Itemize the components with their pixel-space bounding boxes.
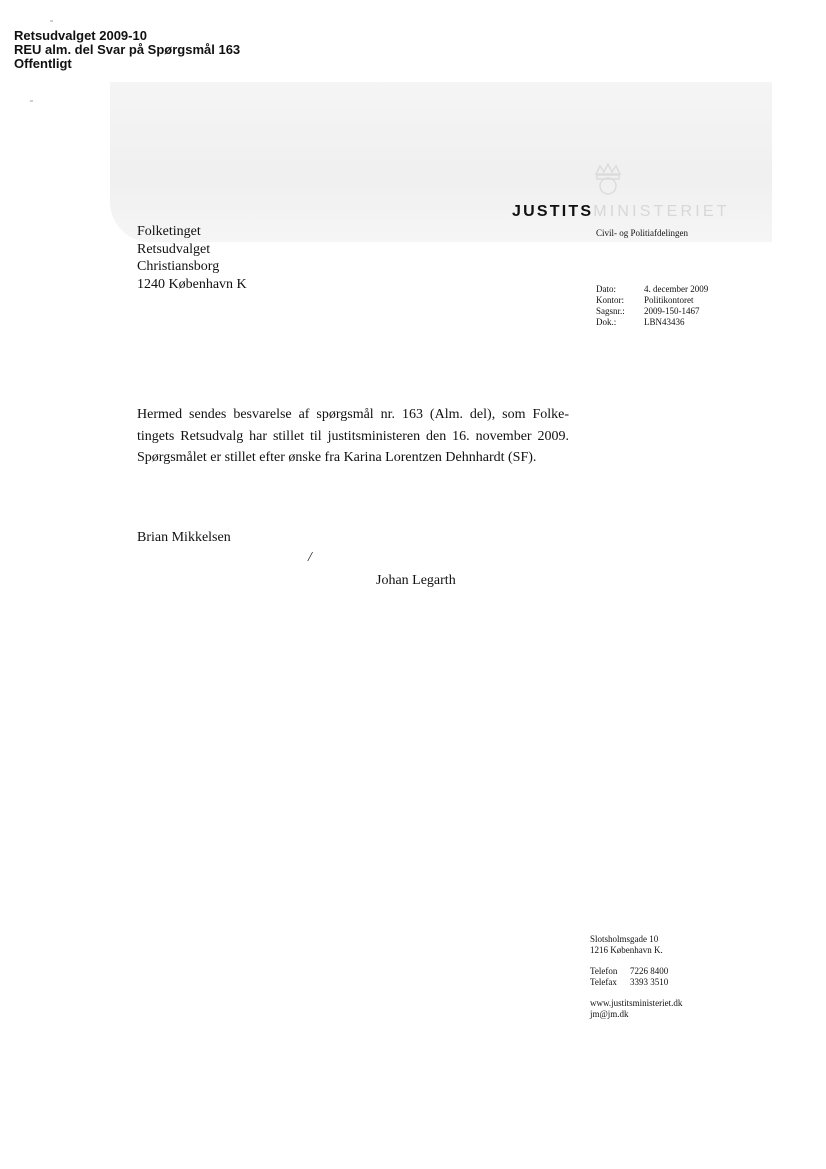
body-line: Spørgsmålet er stillet efter ønske fra Karina Lorentzen Dehnhardt (SF). (137, 450, 537, 465)
body-line: tingets Retsudvalg har stillet til justitsministeren den 16. november 2009. (137, 428, 569, 444)
phone-line (590, 966, 682, 977)
meta-value: Politikontoret (644, 295, 694, 305)
meta-value: 2009-150-1467 (644, 306, 700, 316)
ministry-logo (512, 203, 730, 221)
footer-online (590, 998, 682, 1019)
crown-crest-icon (588, 160, 628, 196)
signatory-name: Brian Mikkelsen (137, 530, 231, 545)
meta-row-date (596, 284, 708, 295)
meta-label: Dato: (596, 284, 616, 294)
footer-phone (590, 966, 682, 987)
recipient-address (137, 223, 247, 293)
stamp-status: Offentligt (14, 56, 72, 71)
meta-row-doc (596, 317, 708, 328)
website: www.justitsministeriet.dk (590, 998, 683, 1008)
letter-body (137, 404, 569, 469)
address-street: Slotsholmsgade 10 (590, 934, 659, 944)
scan-speck (30, 100, 33, 102)
document-meta (596, 284, 708, 328)
meta-value: LBN43436 (644, 317, 685, 327)
address-city: 1216 København K. (590, 944, 663, 955)
recipient-line: Christiansborg (137, 259, 220, 274)
department-name: Civil- og Politiafdelingen (596, 228, 688, 238)
meta-row-office (596, 295, 708, 306)
fax-number: 3393 3510 (630, 976, 669, 987)
email: jm@jm.dk (590, 1008, 629, 1019)
logo-light-part: MINISTERIET (593, 203, 730, 220)
ministry-contact (590, 934, 682, 1030)
fax-line (590, 977, 682, 988)
recipient-line: 1240 København K (137, 276, 247, 292)
cosignatory-name: Johan Legarth (376, 573, 456, 588)
stamp-committee: Retsudvalget 2009-10 (14, 28, 147, 43)
footer-address (590, 934, 682, 955)
recipient-line: Folketinget (137, 224, 201, 239)
phone-label: Telefon (590, 966, 618, 976)
meta-label: Dok.: (596, 317, 617, 327)
meta-row-case (596, 306, 708, 317)
meta-label: Sagsnr.: (596, 306, 625, 316)
fax-label: Telefax (590, 976, 617, 987)
phone-number: 7226 8400 (630, 966, 669, 976)
logo-bold-part: JUSTITS (512, 203, 594, 220)
recipient-line: Retsudvalget (137, 241, 211, 257)
scan-speck (50, 20, 53, 22)
document-stamp (14, 29, 240, 71)
meta-value: 4. december 2009 (644, 284, 709, 294)
body-line: Hermed sendes besvarelse af spørgsmål nr. 163 (Alm. del), som Folke- (137, 407, 569, 422)
meta-label: Kontor: (596, 295, 624, 305)
signature-separator: / (308, 550, 312, 565)
stamp-reference: REU alm. del Svar på Spørgsmål 163 (14, 42, 241, 57)
